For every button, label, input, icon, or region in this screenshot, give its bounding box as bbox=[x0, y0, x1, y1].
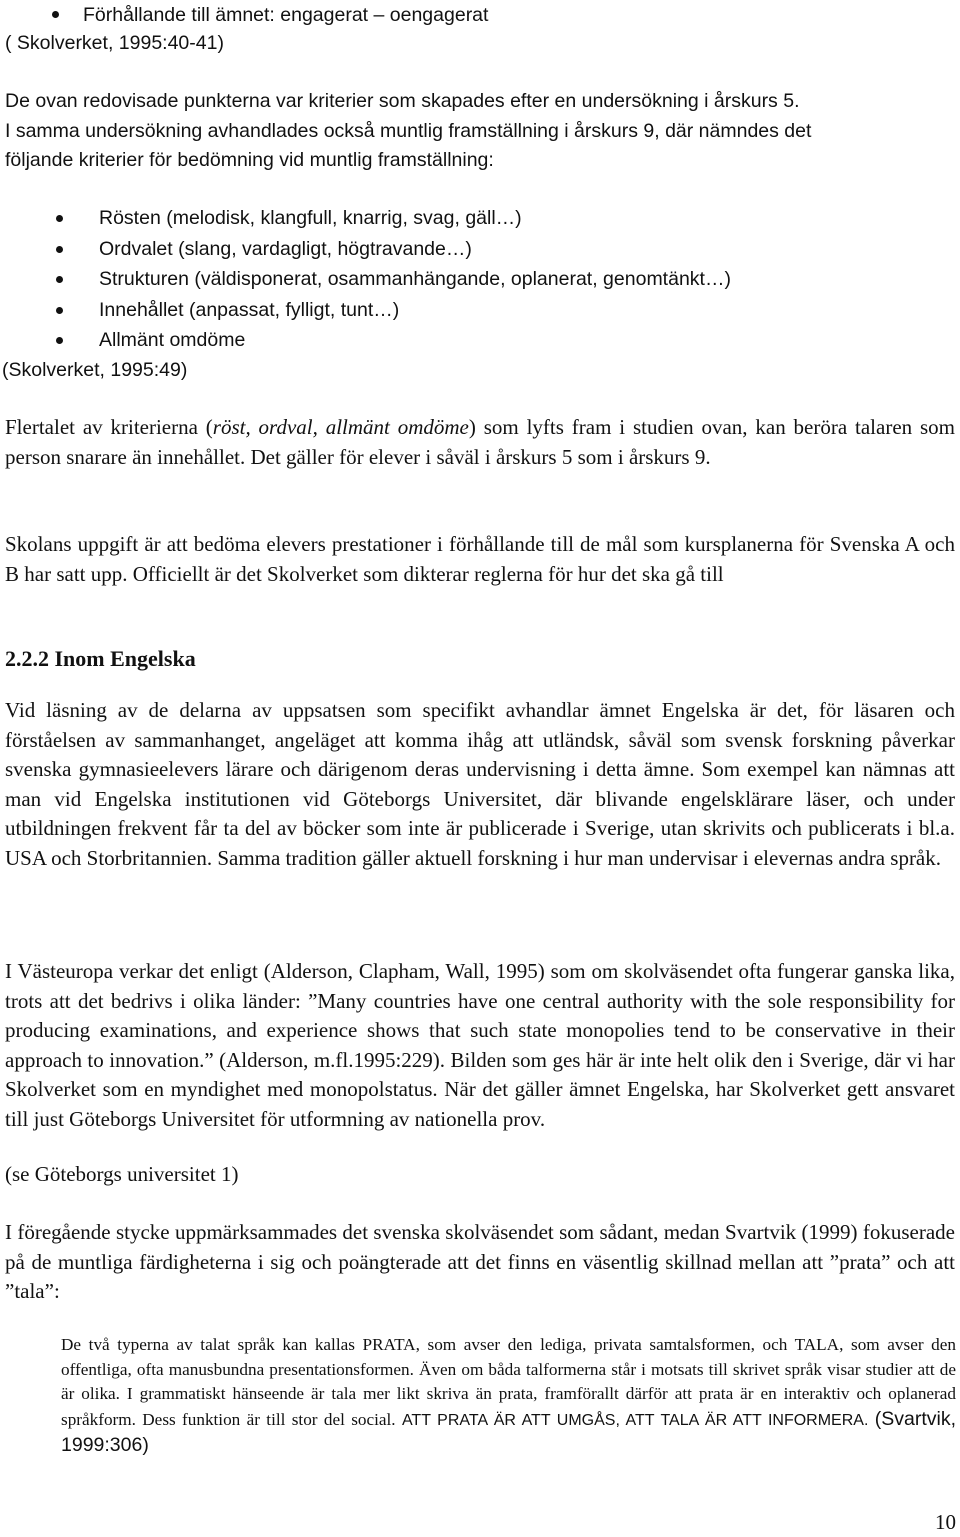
bullet-icon bbox=[56, 337, 63, 344]
reference: (se Göteborgs universitet 1) bbox=[5, 1162, 239, 1186]
paragraph: I föregående stycke uppmärksammades det svenska skolväsendet som sådant, medan Svartvik (1999) fokuserade på de muntliga färdigheterna i sig och poängterade att det finns en väsentlig skillnad mellan att ”prata” och att ”tala”: bbox=[5, 1220, 955, 1303]
list-item: Ordvalet (slang, vardagligt, högtravande…) bbox=[5, 234, 945, 265]
list-item: Allmänt omdöme bbox=[5, 325, 945, 356]
bullet-icon bbox=[52, 11, 59, 18]
emphasis: röst, ordval, allmänt omdöme bbox=[212, 415, 469, 439]
reference: (Skolverket, 1995:49) bbox=[2, 358, 188, 381]
paragraph: Vid läsning av de delarna av uppsatsen som specifikt avhandlar ämnet Engelska är det, för läsaren och förståelsen av sammanhanget, angeläget att komma ihåg att utländsk, såväl som svensk forskning påverkar svenska gymnasieelevers lärare och därigenom deras undervisning i detta ämne. Som exempel kan nämnas att man vid Engelska institutionen vid Göteborgs Universitet, där blivande engelsklärare läser, och under utbildningen frekvent får ta del av böcker som inte är publicerade i Sverige, utan skrivits och publicerats i bl.a. USA och Storbritannien. Samma tradition gäller aktuell forskning i hur man undervisar i elevernas andra språk. bbox=[5, 698, 955, 870]
paragraph: De ovan redovisade punkterna var kriterier som skapades efter en undersökning i årskurs 5. I samma undersökning avhandlades också muntlig framställning i årskurs 9, där nämndes det följande kriterier för bedömning vid muntlig framställning: bbox=[5, 90, 812, 171]
bullet-icon bbox=[56, 307, 63, 314]
paragraph: Skolans uppgift är att bedöma elevers prestationer i förhållande till de mål som kursplanerna för Svenska A och B har satt upp. Officiellt är det Skolverket som dikterar reglerna för hur det ska gå till bbox=[5, 532, 955, 586]
list-item: Förhållande till ämnet: engagerat – oengagerat bbox=[5, 0, 960, 31]
list-item: Strukturen (väldisponerat, osammanhängande, oplanerat, genomtänkt…) bbox=[5, 264, 945, 295]
bullet-icon bbox=[56, 215, 63, 222]
paragraph: I Västeuropa verkar det enligt (Alderson, Clapham, Wall, 1995) som om skolväsendet ofta fungerar ganska lika, trots att det bedrivs i olika länder: ”Many countries have one central authority with the sole responsibility for producing examinations, and experience shows that such state monopolies tend to be conservative in their approach to innovation.” (Alderson, m.fl.1995:229). Bilden som ges här är inte helt olik den i Sverige, där vi har Skolverket som en myndighet med monopolstatus. När det gäller ämnet Engelska, har Skolverket gett ansvaret till just Göteborgs Universitet för utformning av nationella prov. bbox=[5, 959, 955, 1131]
reference: ( Skolverket, 1995:40-41) bbox=[5, 32, 224, 54]
section-heading: 2.2.2 Inom Engelska bbox=[5, 646, 196, 671]
page-number: 10 bbox=[935, 1510, 956, 1534]
bullet-icon bbox=[56, 246, 63, 253]
paragraph: Flertalet av kriterierna (röst, ordval, allmänt omdöme) som lyfts fram i studien ovan, kan beröra talaren som person snarare än innehållet. Det gäller för elever i såväl i årskurs 5 som i årskurs 9. bbox=[5, 415, 956, 469]
criteria-list bbox=[2, 203, 945, 385]
block-quote: De två typerna av talat språk kan kallas PRATA, som avser den lediga, privata samtalsformen, och TALA, som avser den offentliga, ofta manusbundna presentationsformen. Även om båda talformerna står i motsats till skrivet språk visar studier att de är olika. I grammatiskt hänseende är tala mer likt skriva än prata, framförallt därför att prata är en interaktiv och oplanerad språkform. Dess funktion är till stor del social. ATT PRATA ÄR ATT UMGÅS, ATT TALA ÄR ATT INFORMERA. (Svartvik, 1999:306) bbox=[61, 1335, 957, 1456]
list-item: Rösten (melodisk, klangfull, knarrig, svag, gäll…) bbox=[5, 203, 945, 234]
list-item: Innehållet (anpassat, fylligt, tunt…) bbox=[5, 295, 945, 326]
bullet-icon bbox=[56, 276, 63, 283]
